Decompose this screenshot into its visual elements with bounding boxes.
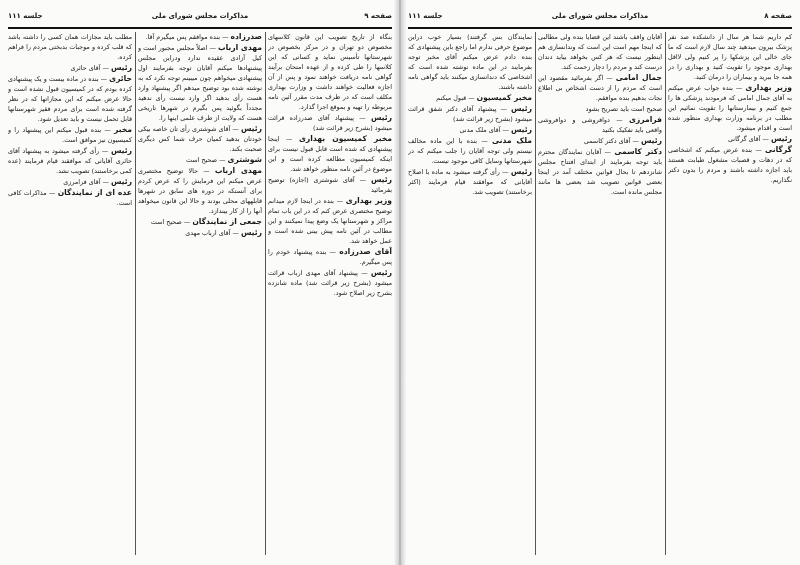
speech-text: — بنده در ماده بیست و یک پیشنهادی کرده بودم که در کمیسیون قبول نشده است و حالا عرض میکنم که این مجازاتها که در نظر گرفته شده است برای مردم فقیر شهرستانها قابل تحمل نیست و باید تعدیل شود.	[8, 75, 132, 123]
text-column	[138, 32, 262, 557]
speech-text: — صحیح است	[186, 156, 226, 164]
speech-paragraph	[8, 125, 132, 145]
speaker-name: رئیس	[240, 124, 262, 133]
speech-paragraph	[538, 115, 662, 135]
speech-text: — آقای گرگانی	[727, 135, 769, 143]
header-rule	[408, 27, 792, 29]
speech-text: بنگاه از تاریخ تصویب این قانون کلاسهای مخصوص دو تهران و در مرکز بخصوص در شهرستانها تأسیس نماید و کسانی که این کلاسها را طی کرده و از عهده امتحان برآیند گواهی نامه دریافت خواهند نمود و پس از آن اجازه فعالیت خواهند داشت و وزارت بهداری مکلف است که در ظرف مدت مقرر آئین نامه مربوطه را تهیه و بموقع اجرا گذارد.	[268, 33, 392, 111]
speaker-name: رئیس	[510, 125, 532, 134]
speaker-name: وزیر بهداری	[345, 196, 392, 205]
speech-text: — صحیح است	[150, 218, 191, 226]
speech-text: — اینجا پیشنهادی که شده است قابل قبول نیست برای اینکه کمیسیون مطالعه کرده است و این موضوع در آئین نامه منظور خواهد شد.	[268, 135, 392, 173]
speech-paragraph	[268, 32, 392, 112]
speech-paragraph	[8, 32, 132, 62]
speech-text: — بنده با این ماده مخالف نیستم ولی توجه آقایان را جلب میکنم که در شهرستانها وسایل کافی موجود نیست.	[408, 137, 532, 165]
speech-text: — پیشنهاد آقای دکتر شفق قرائت میشود (بشرح زیر قرائت شد)	[408, 105, 532, 123]
column-divider	[665, 32, 666, 555]
column-divider	[135, 32, 136, 555]
speech-paragraph	[8, 146, 132, 176]
session-number: جلسه ۱۱۱	[8, 12, 43, 20]
speech-text: — پیشنهاد آقای صدرزاده قرائت میشود (بشرح زیر قرائت شد)	[268, 114, 392, 132]
text-column	[8, 32, 132, 557]
speech-text: صحیح است باید تصریح بشود	[585, 105, 662, 113]
speaker-name: فرامرزی	[628, 115, 662, 124]
speech-paragraph	[268, 268, 392, 298]
speech-text: — بنده پیشنهاد خودم را پس میگیرم.	[268, 248, 392, 266]
speaker-name: رئیس	[640, 136, 662, 145]
speaker-name: جمال امامی	[615, 73, 662, 82]
speaker-name: رئیس	[510, 104, 532, 113]
session-number: جلسه ۱۱۱	[408, 12, 443, 20]
speech-paragraph	[408, 104, 532, 124]
running-title: مذاکرات مجلس شورای ملی	[151, 12, 249, 20]
speech-paragraph	[138, 124, 262, 154]
speaker-name: صدرزاده	[230, 32, 262, 41]
speech-paragraph	[668, 32, 792, 82]
speech-text: — بنده عرض میکنم که اشخاصی که در دهات و قصبات مشغول طبابت هستند باید اجازه داشته باشند و مردم را بدون دکتر نگذاریم.	[668, 146, 792, 184]
speech-text: — آقای ارباب مهدی	[185, 229, 239, 237]
speech-text: — آقای شوشتری رأی تان خاصه بیکی خودتان بدهید کمیان حرف شما کس دیگری صحبت بکند.	[138, 125, 262, 153]
page-number: صفحه ۹	[364, 12, 392, 20]
speech-text: — آقایان نمایندگان محترم باید توجه بفرمایند از ابتدای افتتاح مجلس شانزدهم تا بحال قوانین مختلف آمد در اینجا بعضی قوانین تصویب شد بعضی ها مانند مجلس مانده است.	[538, 148, 662, 196]
speaker-name: عده ای از نمایندگان	[57, 188, 132, 197]
speech-text: — دوافروشی و دوافروشی واقعی باید تفکیک بکنید	[538, 116, 662, 134]
page-header	[408, 10, 792, 24]
speech-text: کم داریم شما هر سال از دانشکده صد نفر پزشک بیرون میدهید چند سال لازم است که ما جای خالی این پزشکها را پر کنیم ولی لااقل بهداری موجود را تقویت کنید و بهداری را در همه جا ببرید و بیماران را درمان کنید.	[668, 33, 792, 81]
speech-text: — قبول میکنم	[436, 94, 475, 102]
speech-text: — اگر بفرمائید مقصود این است که مردم را از دست اشخاص بی اطلاع نجات بدهیم بنده موافقم.	[538, 74, 662, 102]
speech-paragraph	[268, 196, 392, 246]
speech-paragraph	[138, 43, 262, 123]
speaker-name: رئیس	[770, 134, 792, 143]
speaker-name: رئیس	[510, 167, 532, 176]
speech-text: — آقای فرامرزی	[63, 178, 109, 186]
speech-paragraph	[538, 73, 662, 103]
text-column	[268, 32, 392, 557]
speech-paragraph	[8, 177, 132, 187]
speech-text: مطلب باید مجازات همان کسی را داشته باشد که قلب کرده و موجبات بدبختی مردم را فراهم کرده.	[8, 33, 132, 61]
speech-text: آقایان واقف باشند این قضایا بنده ولی مطالبی که اینجا مهم است این است که وندانسازی هم اینطور نیست که هر کس بخواهد بیاید دندان درست کند و مردم را دچار زحمت کند.	[538, 33, 662, 71]
speaker-name: رئیس	[110, 63, 132, 72]
speaker-name: آقای صدرزاده	[339, 247, 392, 256]
speech-text: — آقای دکتر کاسمی	[583, 137, 639, 145]
speech-paragraph	[668, 134, 792, 144]
speaker-name: رئیس	[110, 177, 132, 186]
column-divider	[535, 32, 536, 555]
speaker-name: مهدی ارباب	[214, 166, 262, 175]
speech-paragraph	[668, 145, 792, 185]
speech-paragraph	[408, 125, 532, 135]
speaker-name: دکتر کاسمی	[614, 147, 662, 156]
speaker-name: رئیس	[370, 175, 392, 184]
speech-text: — بنده در اینجا لازم میدانم توضیح مختصری عرض کنم که در این باب تمام مراکز و شهرستانها یک وضع پیدا نمیکنند و این مطالب در آئین نامه پیش بینی شده است و عمل خواهد شد.	[268, 197, 392, 245]
speech-text: — بنده موافقم پس میگیرم آقا.	[145, 33, 229, 41]
book-gutter	[393, 0, 407, 565]
speech-paragraph	[268, 175, 392, 195]
header-rule	[8, 27, 392, 29]
speech-paragraph	[538, 136, 662, 146]
speaker-name: حائری	[109, 74, 132, 83]
speech-text: — آقای شوشتری (اجازه) توضیح بفرمائید	[268, 176, 392, 194]
speech-paragraph	[538, 104, 662, 114]
speech-text: — آقای ملک مدنی	[459, 126, 509, 134]
speaker-name: رئیس	[370, 268, 392, 277]
text-column	[668, 32, 792, 557]
speaker-name: مخبر	[114, 125, 132, 134]
speech-paragraph	[538, 32, 662, 72]
text-column	[538, 32, 662, 557]
column-divider	[265, 32, 266, 555]
speech-paragraph	[138, 155, 262, 165]
right-page	[400, 0, 800, 565]
page-header	[8, 10, 392, 24]
speech-text: نمایندگان بس گرفتند) بسیار خوب دراین موضوع حرفی ندارم اما راجع باین پیشنهادی که بنده دادم عرض میکنم آقای مخبر توجه بفرمایند در این ماده نوشته شده است که اشخاصی که دندانسازی میکنند باید گواهی نامه داشته باشند.	[408, 33, 532, 91]
speaker-name: مخبر کمیسیون بهداری	[298, 134, 392, 143]
speech-paragraph	[408, 136, 532, 166]
speech-paragraph	[268, 247, 392, 267]
speech-paragraph	[408, 32, 532, 92]
speech-paragraph	[538, 147, 662, 197]
speech-paragraph	[268, 113, 392, 133]
speech-text: — حالا توضیح مختصری عرض میکنم این فرمایش را که عرض کردم برای آنستکه در دوره های سابق در شهرها قابلههای محلی بودند و حالا این قانون میخواهد آنها را از کار بیندازد.	[138, 167, 262, 215]
speech-paragraph	[268, 134, 392, 174]
speaker-name: ملک مدنی	[491, 136, 532, 145]
speaker-name: شوشتری	[227, 155, 262, 164]
running-title: مذاکرات مجلس شورای ملی	[551, 12, 649, 20]
text-column	[408, 32, 532, 557]
speech-paragraph	[408, 167, 532, 197]
speech-paragraph	[138, 166, 262, 216]
speech-text: — پیشنهاد آقای مهدی ارباب قرائت میشود (بشرح زیر قرائت شد) ماده شانزده بشرح زیر اصلاح شود.	[268, 269, 392, 297]
speaker-name: مخبر کمیسیون	[476, 93, 532, 102]
speech-paragraph	[138, 32, 262, 42]
speaker-name: جمعی از نمایندگان	[192, 217, 262, 226]
page-number: صفحه ۸	[764, 12, 792, 20]
speech-text: — بنده قبول میکنم این پیشنهاد را و کمیسیون نیز موافق است.	[8, 126, 132, 144]
speech-paragraph	[8, 188, 132, 208]
speech-paragraph	[668, 83, 792, 133]
speaker-name: رئیس	[370, 113, 392, 122]
speaker-name: مهدی ارباب	[217, 43, 262, 52]
speech-text: — آقای حائری	[70, 64, 109, 72]
speaker-name: رئیس	[110, 146, 132, 155]
speaker-name: گرگانی	[765, 145, 792, 154]
speech-text: — اصلاً مجلس مجبور است و کیل آزادی عقیده ندارد ودراین مجلس پیشنهادها میکنم آقایان توجه بفرمایند اول پیشنهادی میخواهم چون میبینم توجه نکرد که به نوشته شده بود توضیح میدهم اگر پیشنهاد وارد هست رأی بدهید اگر وارد نیست رأی ندهید مجدداً بگوئید پس بگیرم در شهرها تاریخی هست که ولایت از طرف علمی اینها را.	[138, 44, 262, 122]
speaker-name: وزیر بهداری	[745, 83, 792, 92]
speech-text: — بنده جواب عرض میکنم به آقای جمال امامی که فرمودند پزشکی ها را جمع کنیم و بیمارستانها را تقویت نمائیم این مطلب در برنامه وزارت بهداری منظور شده است و اقدام میشود.	[668, 84, 792, 132]
speech-text: — رأی گرفته میشود به پیشنهاد آقای حائری آقایانی که موافقند قیام فرمایند (عده کمی برخاستند) تصویب نشد.	[8, 147, 132, 175]
speaker-name: رئیس	[240, 228, 262, 237]
speech-paragraph	[8, 63, 132, 73]
speech-paragraph	[8, 74, 132, 124]
speech-paragraph	[138, 228, 262, 238]
speech-paragraph	[138, 217, 262, 227]
speech-text: — مذاکرات کافی است.	[8, 189, 132, 207]
speech-text: — رأی گرفته میشود به ماده با اصلاح آقایانی که موافقند قیام فرمایند (اکثر برخاستند) تصویب شد.	[408, 168, 532, 196]
speech-paragraph	[408, 93, 532, 103]
